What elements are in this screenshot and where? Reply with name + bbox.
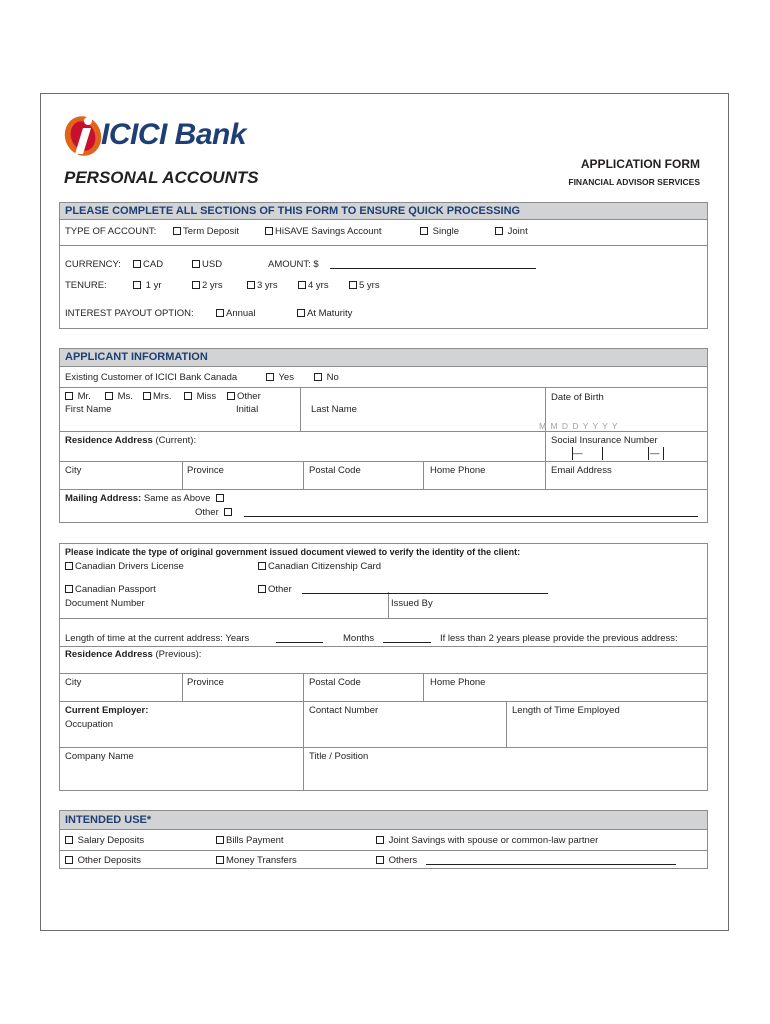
province-label: Province [187,465,224,476]
months-at-address-field[interactable] [383,642,431,643]
existing-yes-option[interactable] [266,372,294,383]
id-other-checkbox[interactable] [258,585,266,593]
length-employed-label: Length of Time Employed [512,705,620,716]
tenure-5yrs-checkbox[interactable] [349,281,357,289]
mailing-other-option [195,507,234,518]
title-mr-option[interactable] [65,391,91,402]
existing-no-option[interactable] [314,372,339,383]
last-name-label: Last Name [311,404,357,415]
existing-yes-checkbox[interactable] [266,373,274,381]
payout-annual-checkbox[interactable] [216,309,224,317]
tenure-3yrs-checkbox[interactable] [247,281,255,289]
months-label: Months [343,633,375,644]
city-label: City [65,465,82,476]
tenure-4yrs-option[interactable] [298,280,329,291]
title-mrs-label: Mrs. [153,391,172,402]
sin-separator-2: — [650,448,660,459]
intended-use-header [59,810,708,830]
tenure-4yrs-checkbox[interactable] [298,281,306,289]
amount-field[interactable] [330,268,536,269]
previous-residence-label-text: Residence Address [65,649,153,660]
use-others-field[interactable] [426,864,676,865]
use-salary-checkbox[interactable] [65,836,73,844]
residence-address-label-text: Residence Address [65,435,153,446]
term-deposit-option[interactable] [173,226,239,237]
title-mrs-checkbox[interactable] [143,392,151,400]
tenure-1yr-checkbox[interactable] [133,281,141,289]
single-label: Single [432,226,460,237]
cad-checkbox[interactable] [133,260,141,268]
applicant-information-box [59,366,708,523]
account-details-box [59,219,708,329]
use-joint-savings-label: Joint Savings with spouse or common-law partner [388,835,599,846]
issued-by-label: Issued By [391,598,433,609]
existing-customer-label: Existing Customer of ICICI Bank Canada [65,372,238,383]
amount-label: AMOUNT: $ [268,259,319,270]
years-at-address-field[interactable] [276,642,323,643]
tenure-2yrs-option[interactable] [192,280,223,291]
identity-employment-box [59,543,708,791]
single-option[interactable] [420,226,459,237]
title-ms-checkbox[interactable] [105,392,113,400]
usd-label: USD [202,259,223,270]
company-name-label: Company Name [65,751,134,762]
title-other-checkbox[interactable] [227,392,235,400]
mailing-address-label [65,493,226,504]
current-employer-label: Current Employer: [65,705,149,716]
previous-home-phone-label: Home Phone [430,677,486,688]
intended-use-title: INTENDED USE* [65,814,152,826]
cad-label: CAD [143,259,164,270]
joint-label: Joint [507,226,528,237]
id-citizenship-checkbox[interactable] [258,562,266,570]
term-deposit-checkbox[interactable] [173,227,181,235]
hisave-option[interactable] [265,226,382,237]
application-form-page [40,93,729,931]
tenure-1yr-option[interactable] [133,280,161,291]
previous-residence-label [65,649,201,660]
payout-annual-option[interactable] [216,308,256,319]
title-mr-checkbox[interactable] [65,392,73,400]
first-name-label: First Name [65,404,112,415]
tenure-3yrs-option[interactable] [247,280,278,291]
date-of-birth-label: Date of Birth [551,392,604,403]
title-other-label: Other [237,391,261,402]
mailing-address-label-text: Mailing Address: [65,493,142,504]
use-joint-savings-option[interactable] [376,835,598,846]
id-drivers-label: Canadian Drivers License [75,561,184,572]
usd-checkbox[interactable] [192,260,200,268]
id-other-label: Other [268,584,292,595]
tenure-2yrs-checkbox[interactable] [192,281,200,289]
tenure-3yrs-label: 3 yrs [257,280,278,291]
previous-postal-code-label: Postal Code [309,677,361,688]
id-passport-label: Canadian Passport [75,584,156,595]
use-money-transfers-checkbox[interactable] [216,856,224,864]
usd-option[interactable] [192,259,222,270]
home-phone-label: Home Phone [430,465,486,476]
use-bills-checkbox[interactable] [216,836,224,844]
brand-name: ICICI Bank [101,118,247,151]
use-others-checkbox[interactable] [376,856,384,864]
form-subtitle: FINANCIAL ADVISOR SERVICES [568,177,700,187]
mailing-other-label: Other [195,507,219,518]
currency-label: CURRENCY: [65,259,121,270]
use-other-deposits-option[interactable] [65,855,141,866]
title-miss-option[interactable] [184,391,216,402]
hisave-checkbox[interactable] [265,227,273,235]
title-miss-label: Miss [196,391,217,402]
use-bills-label: Bills Payment [226,835,284,846]
existing-no-label: No [326,372,339,383]
use-salary-label: Salary Deposits [77,835,145,846]
id-citizenship-option[interactable] [258,561,381,572]
tenure-1yr-label: 1 yr [145,280,162,291]
previous-province-label: Province [187,677,224,688]
use-bills-option[interactable] [216,835,284,846]
sin-label: Social Insurance Number [551,435,658,446]
use-money-transfers-option[interactable] [216,855,297,866]
length-at-address-label: Length of time at the current address: Years [65,633,250,644]
date-of-birth-format: M M D D Y Y Y Y [539,421,619,431]
id-drivers-checkbox[interactable] [65,562,73,570]
id-other-field[interactable] [302,593,548,594]
intended-use-box [59,829,708,869]
joint-option[interactable] [495,226,528,237]
form-title: APPLICATION FORM [580,157,700,171]
mailing-other-field[interactable] [244,516,698,517]
residence-address-suffix: (Current): [155,435,197,446]
use-others-label: Others [388,855,418,866]
tenure-4yrs-label: 4 yrs [308,280,329,291]
occupation-label: Occupation [65,719,114,730]
payout-maturity-checkbox[interactable] [297,309,305,317]
mailing-same-label: Same as Above [143,493,211,504]
payout-maturity-option[interactable] [297,308,352,319]
term-deposit-label: Term Deposit [183,226,239,237]
use-other-deposits-label: Other Deposits [77,855,142,866]
tenure-5yrs-option[interactable] [349,280,380,291]
use-money-transfers-label: Money Transfers [226,855,297,866]
page-title: PERSONAL ACCOUNTS [64,168,259,187]
single-checkbox[interactable] [420,227,428,235]
id-passport-checkbox[interactable] [65,585,73,593]
tenure-label: TENURE: [65,280,107,291]
residence-address-label [65,435,196,446]
use-other-deposits-checkbox[interactable] [65,856,73,864]
title-other-option[interactable] [227,391,261,402]
id-citizenship-label: Canadian Citizenship Card [268,561,382,572]
mailing-same-checkbox[interactable] [216,494,224,502]
postal-code-label: Postal Code [309,465,361,476]
title-miss-checkbox[interactable] [184,392,192,400]
id-passport-option[interactable] [65,584,156,595]
applicant-information-header [59,348,708,367]
mailing-other-checkbox[interactable] [224,508,232,516]
title-ms-option[interactable] [105,391,133,402]
tenure-2yrs-label: 2 yrs [202,280,223,291]
title-ms-label: Ms. [117,391,133,402]
cad-option[interactable] [133,259,163,270]
id-drivers-option[interactable] [65,561,184,572]
type-of-account-label: TYPE OF ACCOUNT: [65,226,157,237]
section-quick-processing-title: PLEASE COMPLETE ALL SECTIONS OF THIS FORM TO ENSURE QUICK PROCESSING [65,205,521,217]
initial-label: Initial [236,404,259,415]
section-quick-processing-header [59,202,708,220]
contact-number-label: Contact Number [309,705,379,716]
id-other-option[interactable] [258,584,292,595]
email-address-label: Email Address [551,465,612,476]
joint-checkbox[interactable] [495,227,503,235]
payout-label: INTEREST PAYOUT OPTION: [65,308,194,319]
previous-city-label: City [65,677,82,688]
hisave-label: HiSAVE Savings Account [275,226,382,237]
use-joint-savings-checkbox[interactable] [376,836,384,844]
previous-residence-suffix: (Previous): [155,649,202,660]
use-others-option[interactable] [376,855,417,866]
title-mr-label: Mr. [77,391,91,402]
title-mrs-option[interactable] [143,391,171,402]
tenure-5yrs-label: 5 yrs [359,280,380,291]
sin-separator-1: — [573,448,583,459]
payout-maturity-label: At Maturity [307,308,353,319]
id-instruction-text: Please indicate the type of original government issued document viewed to verify the identity of the client: [65,547,521,557]
previous-address-note: If less than 2 years please provide the previous address: [440,633,678,644]
use-salary-option[interactable] [65,835,144,846]
title-position-label: Title / Position [309,751,369,762]
applicant-information-title: APPLICANT INFORMATION [65,351,208,363]
payout-annual-label: Annual [226,308,256,319]
existing-no-checkbox[interactable] [314,373,322,381]
icici-logo [61,110,291,160]
document-number-label: Document Number [65,598,145,609]
existing-yes-label: Yes [278,372,294,383]
